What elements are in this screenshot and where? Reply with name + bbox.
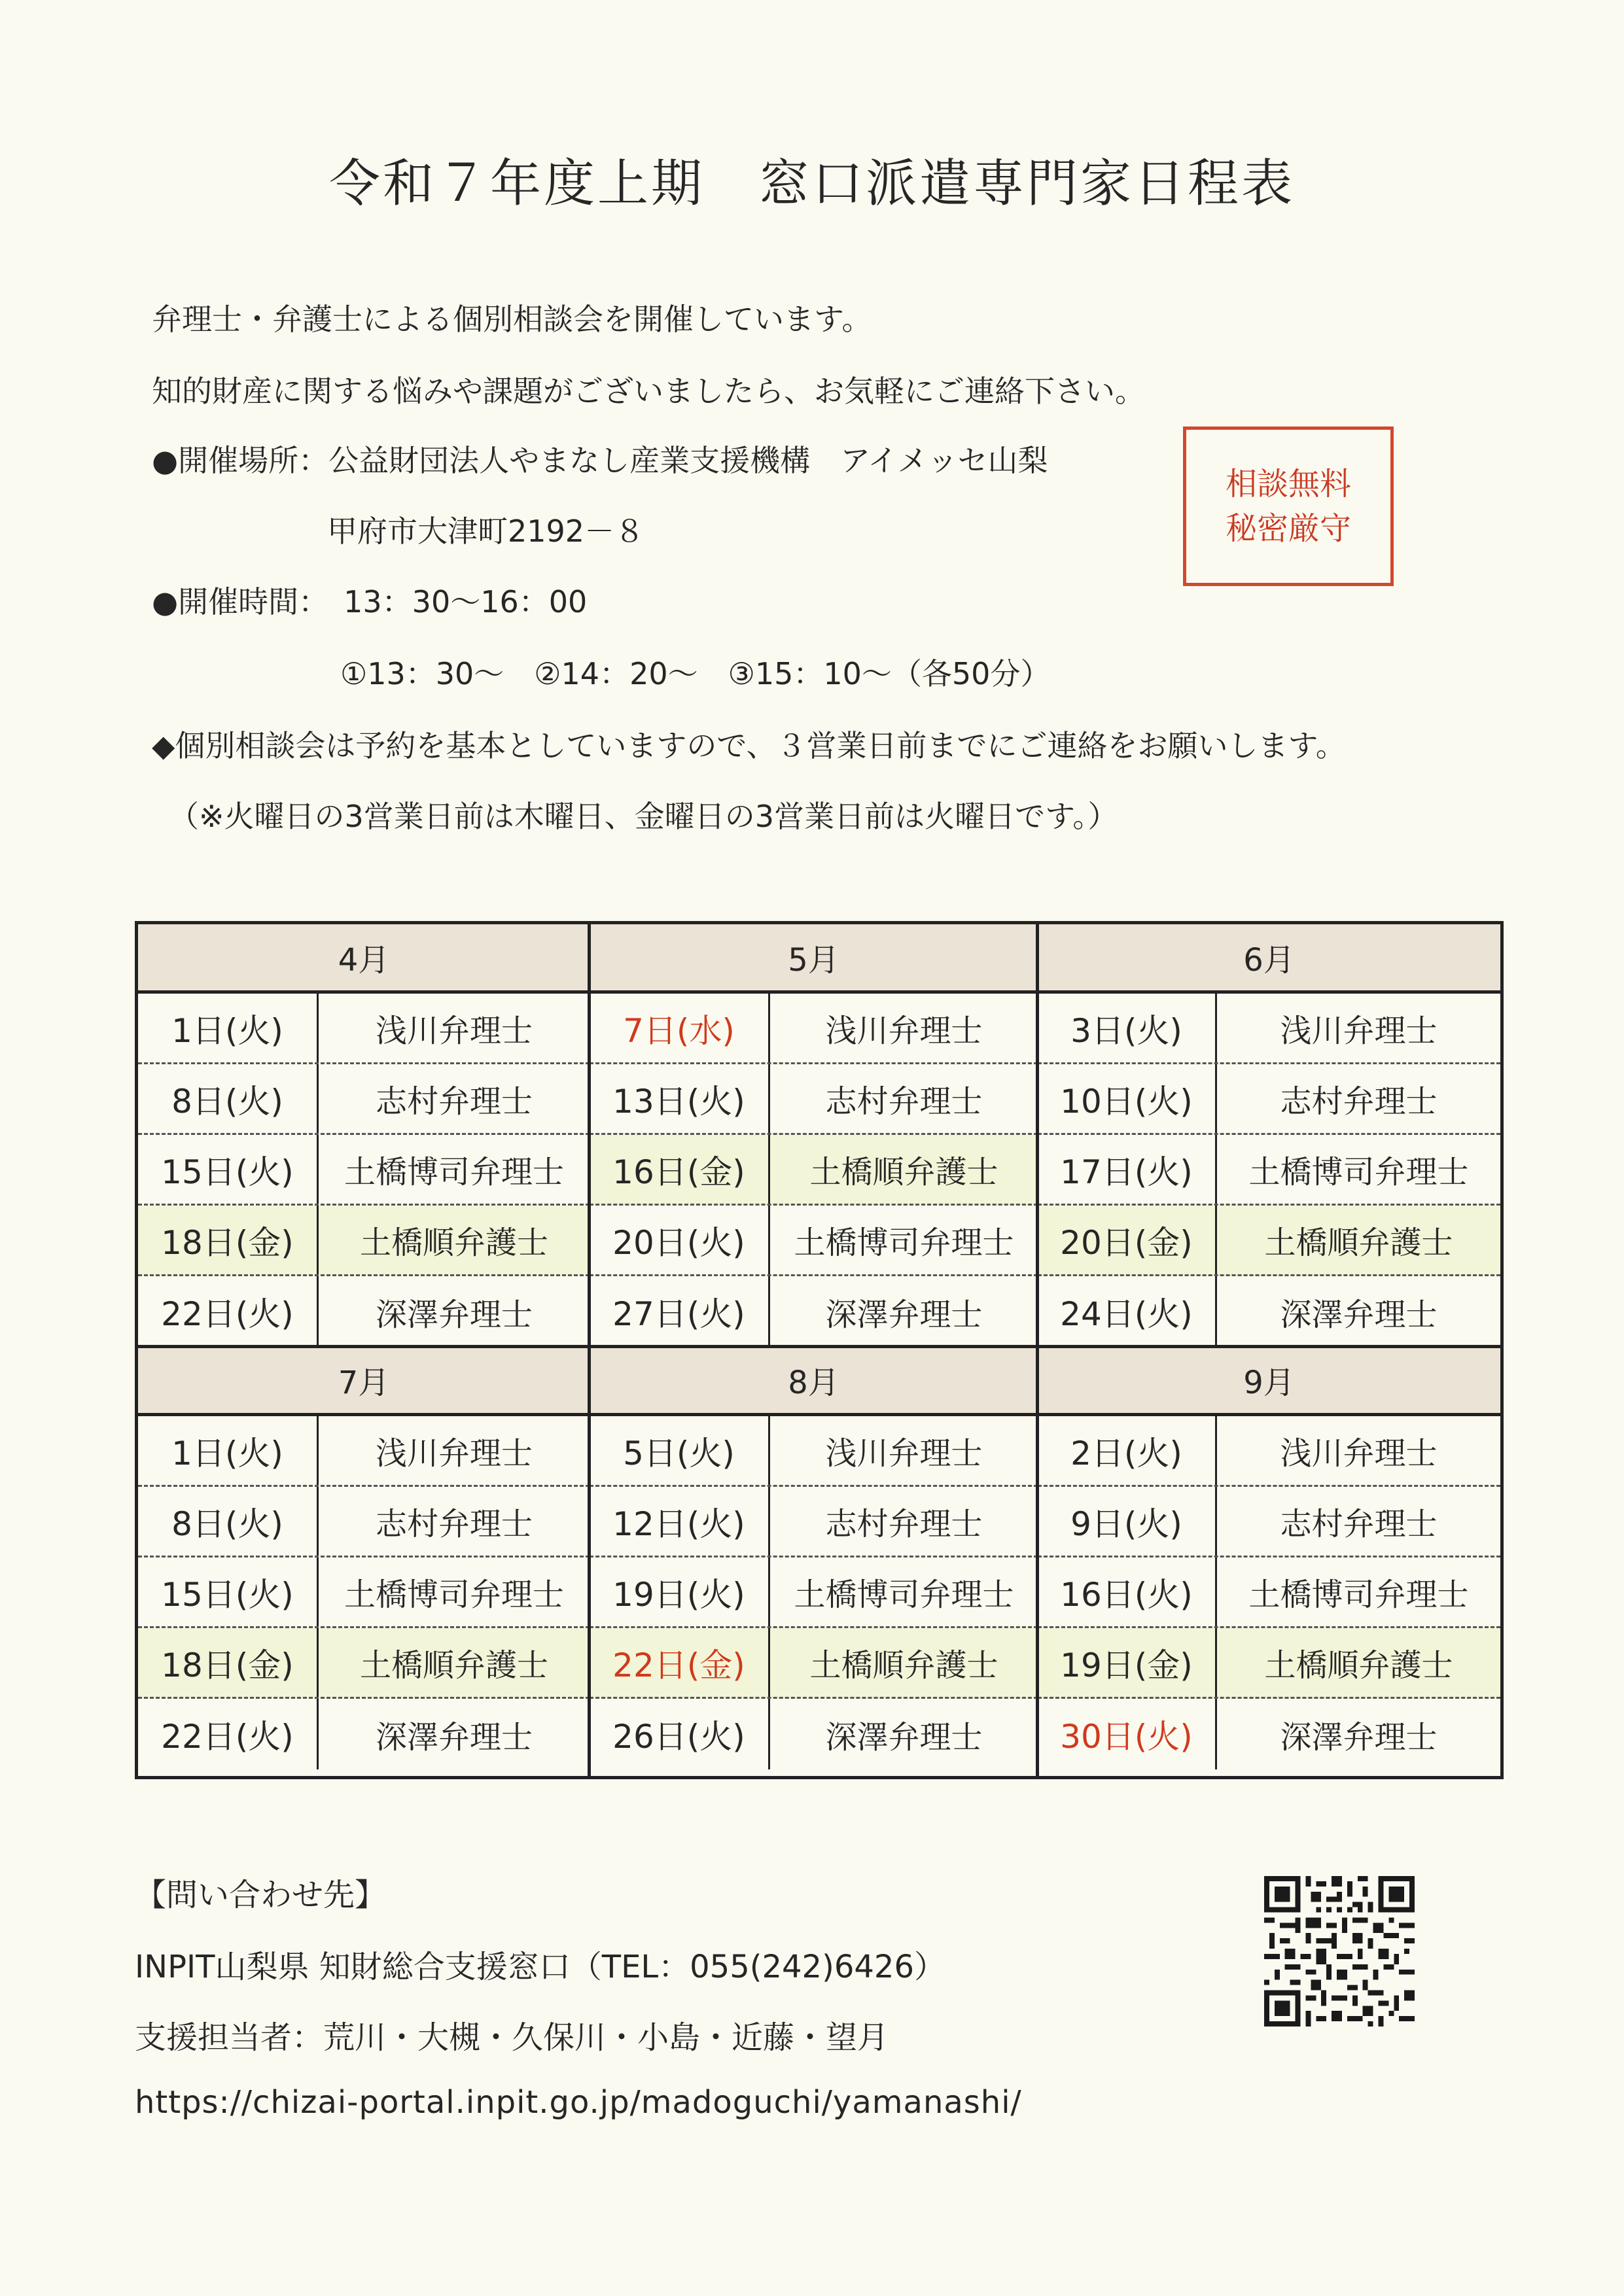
expert-cell: 土橋順弁護士 [1264,1225,1453,1261]
date-cell: 16日(火) [1038,1557,1217,1626]
date-cell: 27日(火) [590,1276,770,1347]
expert-cell: 浅川弁理士 [1280,1013,1438,1049]
date-cell: 3日(火) [1038,994,1217,1062]
schedule-row [1038,1487,1500,1557]
date-cell: 22日(火) [138,1699,319,1769]
expert-cell: 土橋順弁護士 [1264,1647,1453,1684]
stamp-line-1: 相談無料 [1225,466,1351,502]
schedule-row [1038,1206,1500,1276]
venue-label: ●開催場所：公益財団法人やまなし産業支援機構 アイメッセ山梨 [152,443,1048,478]
expert-cell: 土橋博司弁理士 [794,1576,1014,1613]
schedule-row [138,1276,590,1347]
expert-cell: 深澤弁理士 [1280,1296,1438,1333]
schedule-row [590,1628,1038,1699]
intro-line-2: 知的財産に関する悩みや課題がございましたら、お気軽にご連絡下さい。 [152,374,1145,409]
expert-cell: 志村弁理士 [1280,1083,1438,1120]
date-cell: 15日(火) [138,1135,319,1204]
page-title: 令和７年度上期 窓口派遣専門家日程表 [328,154,1295,213]
column-divider [1036,924,1039,1347]
column-divider [588,1347,591,1776]
month-column [590,924,1038,1347]
qr-code-icon [1264,1876,1415,2026]
schedule-row [138,1628,590,1699]
schedule-row [590,1487,1038,1557]
stamp-line-2: 秘密厳守 [1225,510,1351,547]
expert-cell: 深澤弁理士 [375,1718,533,1756]
expert-cell: 志村弁理士 [375,1083,533,1120]
expert-cell: 深澤弁理士 [1280,1718,1438,1756]
schedule-row [1038,994,1500,1064]
expert-cell: 土橋博司弁理士 [344,1154,564,1191]
expert-cell: 志村弁理士 [375,1506,533,1542]
contact-office: INPIT山梨県 知財総合支援窓口（TEL：055(242)6426） [135,1949,945,1985]
month-header: 6月 [1038,924,1500,994]
month-header: 4月 [138,924,590,994]
date-cell: 1日(火) [138,994,319,1062]
schedule-row [590,1064,1038,1135]
month-header: 5月 [590,924,1038,994]
schedule-row [590,1699,1038,1769]
date-cell: 19日(金) [1038,1628,1217,1697]
expert-cell: 土橋順弁護士 [359,1647,548,1684]
expert-cell: 土橋博司弁理士 [1248,1154,1469,1191]
schedule-row [138,1064,590,1135]
schedule-row [1038,1135,1500,1206]
weekday-note: （※火曜日の3営業日前は木曜日、金曜日の3営業日前は火曜日です。） [169,799,1118,834]
month-column [1038,924,1500,1347]
date-cell: 15日(火) [138,1557,319,1626]
expert-cell: 浅川弁理士 [825,1435,983,1472]
reservation-note: ◆個別相談会は予約を基本としていますので、３営業日前までにご連絡をお願いします。 [152,728,1346,763]
date-cell: 9日(火) [1038,1487,1217,1556]
expert-cell: 深澤弁理士 [375,1296,533,1333]
schedule-row [1038,1276,1500,1347]
date-cell: 10日(火) [1038,1064,1217,1133]
month-column [590,1347,1038,1776]
schedule-row [138,1557,590,1628]
expert-cell: 土橋順弁護士 [809,1647,998,1684]
schedule-row [1038,1416,1500,1487]
date-cell: 12日(火) [590,1487,770,1556]
date-cell: 1日(火) [138,1416,319,1485]
expert-cell: 土橋順弁護士 [809,1154,998,1191]
expert-cell: 深澤弁理士 [825,1718,983,1756]
schedule-row [138,1487,590,1557]
time-label: ●開催時間： 13：30～16：00 [152,584,588,619]
schedule-row [138,994,590,1064]
venue-address: 甲府市大津町2192－８ [327,513,645,549]
date-cell: 2日(火) [1038,1416,1217,1485]
date-cell: 16日(金) [590,1135,770,1204]
block-divider [138,1345,1500,1348]
schedule-row [138,1206,590,1276]
month-column [138,1347,590,1776]
date-cell: 13日(火) [590,1064,770,1133]
date-cell: 20日(火) [590,1206,770,1274]
schedule-block [138,924,1500,1347]
expert-cell: 浅川弁理士 [825,1013,983,1049]
date-cell: 8日(火) [138,1487,319,1556]
date-cell: 8日(火) [138,1064,319,1133]
date-cell: 18日(金) [138,1628,319,1697]
schedule-row [1038,1557,1500,1628]
schedule-row [590,1135,1038,1206]
expert-cell: 土橋博司弁理士 [1248,1576,1469,1613]
schedule-row [138,1699,590,1769]
time-slots: ①13：30～ ②14：20～ ③15：10～（各50分） [340,656,1051,691]
month-header: 8月 [590,1347,1038,1416]
date-cell: 19日(火) [590,1557,770,1626]
schedule-row [1038,1064,1500,1135]
date-cell: 22日(金) [590,1628,770,1697]
month-header: 9月 [1038,1347,1500,1416]
expert-cell: 浅川弁理士 [375,1435,533,1472]
date-cell: 17日(火) [1038,1135,1217,1204]
contact-heading: 【問い合わせ先】 [135,1877,387,1913]
expert-cell: 浅川弁理士 [1280,1435,1438,1472]
date-cell: 18日(金) [138,1206,319,1274]
schedule-row [138,1135,590,1206]
month-column [1038,1347,1500,1776]
date-cell: 20日(金) [1038,1206,1217,1274]
expert-cell: 土橋博司弁理士 [794,1225,1014,1261]
expert-cell: 志村弁理士 [825,1083,983,1120]
schedule-row [1038,1699,1500,1769]
month-column [138,924,590,1347]
column-divider [1036,1347,1039,1776]
date-cell: 30日(火) [1038,1699,1217,1769]
date-cell: 24日(火) [1038,1276,1217,1347]
schedule-row [138,1416,590,1487]
expert-cell: 深澤弁理士 [825,1296,983,1333]
expert-cell: 志村弁理士 [1280,1506,1438,1542]
schedule-block [138,1347,1500,1776]
contact-url[interactable]: https://chizai-portal.inpit.go.jp/madoguchi/yamanashi/ [135,2084,1022,2121]
date-cell: 7日(水) [590,994,770,1062]
date-cell: 5日(火) [590,1416,770,1485]
free-confidential-stamp [1183,426,1394,586]
schedule-table [135,921,1504,1779]
date-cell: 22日(火) [138,1276,319,1347]
expert-cell: 土橋順弁護士 [359,1225,548,1261]
expert-cell: 志村弁理士 [825,1506,983,1542]
month-header: 7月 [138,1347,590,1416]
schedule-row [590,1557,1038,1628]
schedule-row [590,1416,1038,1487]
column-divider [588,924,591,1347]
expert-cell: 土橋博司弁理士 [344,1576,564,1613]
schedule-row [590,1206,1038,1276]
expert-cell: 浅川弁理士 [375,1013,533,1049]
schedule-row [590,994,1038,1064]
contact-staff: 支援担当者：荒川・大槻・久保川・小島・近藤・望月 [135,2019,889,2056]
schedule-row [590,1276,1038,1347]
date-cell: 26日(火) [590,1699,770,1769]
schedule-row [1038,1628,1500,1699]
intro-line-1: 弁理士・弁護士による個別相談会を開催しています。 [152,302,872,337]
